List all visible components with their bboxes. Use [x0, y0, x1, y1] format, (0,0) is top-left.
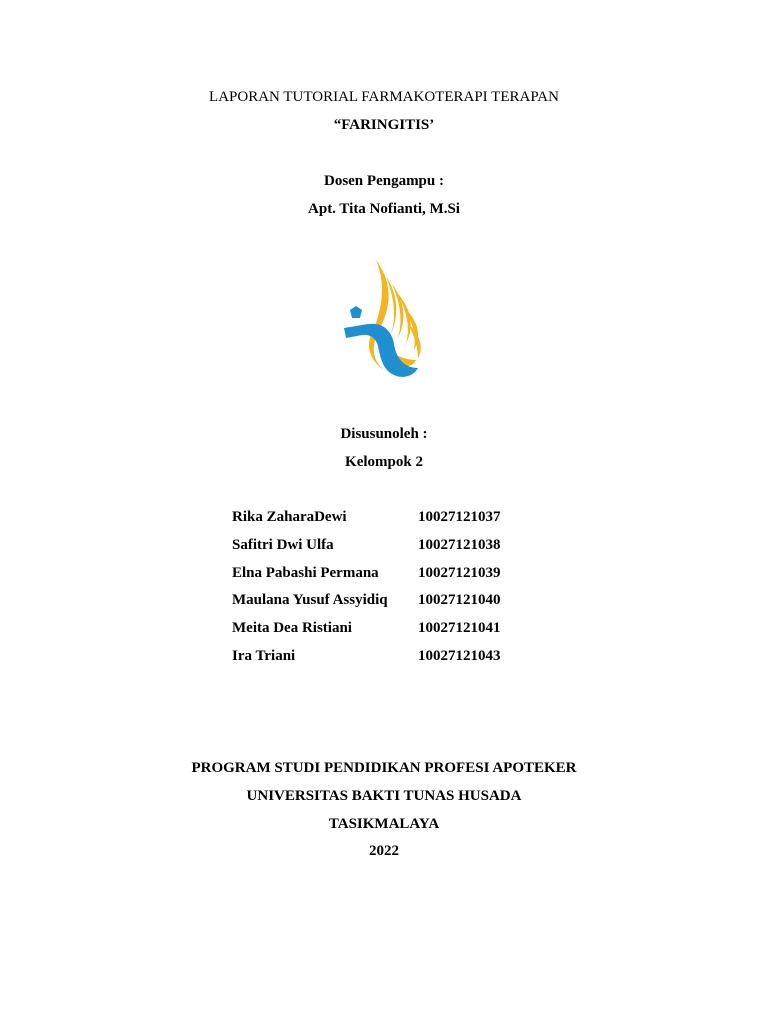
- member-nim: 10027121038: [418, 536, 501, 553]
- member-nim: 10027121043: [418, 647, 501, 664]
- lecturer-name: Apt. Tita Nofianti, M.Si: [308, 201, 460, 217]
- group-name: Kelompok 2: [345, 454, 423, 470]
- member-row: [232, 591, 552, 619]
- university-logo-icon: [340, 258, 426, 382]
- member-nim: 10027121040: [418, 592, 501, 609]
- member-name: Elna Pabashi Permana: [232, 564, 379, 581]
- member-name: Rika ZaharaDewi: [232, 509, 347, 525]
- report-subtitle: “FARINGITIS’: [333, 117, 435, 133]
- member-name: Safitri Dwi Ulfa: [232, 536, 334, 553]
- member-name: Maulana Yusuf Assyidiq: [232, 592, 388, 609]
- member-row: [232, 536, 552, 564]
- member-nim: 10027121037: [418, 509, 501, 525]
- member-row: [232, 564, 552, 592]
- study-program: PROGRAM STUDI PENDIDIKAN PROFESI APOTEKER: [191, 760, 577, 776]
- member-row: [232, 508, 552, 536]
- member-name: Meita Dea Ristiani: [232, 620, 352, 637]
- member-name: Ira Triani: [232, 647, 296, 664]
- member-row: [232, 619, 552, 647]
- city-name: TASIKMALAYA: [328, 816, 440, 832]
- member-nim: 10027121041: [418, 620, 501, 637]
- year: 2022: [369, 843, 399, 859]
- compiled-by-label: Disusunoleh :: [340, 426, 428, 442]
- member-list: [232, 508, 552, 675]
- report-title: LAPORAN TUTORIAL FARMAKOTERAPI TERAPAN: [209, 89, 559, 105]
- member-row: [232, 647, 552, 675]
- member-nim: 10027121039: [418, 564, 501, 581]
- university-name: UNIVERSITAS BAKTI TUNAS HUSADA: [246, 788, 522, 804]
- lecturer-label: Dosen Pengampu :: [323, 173, 444, 189]
